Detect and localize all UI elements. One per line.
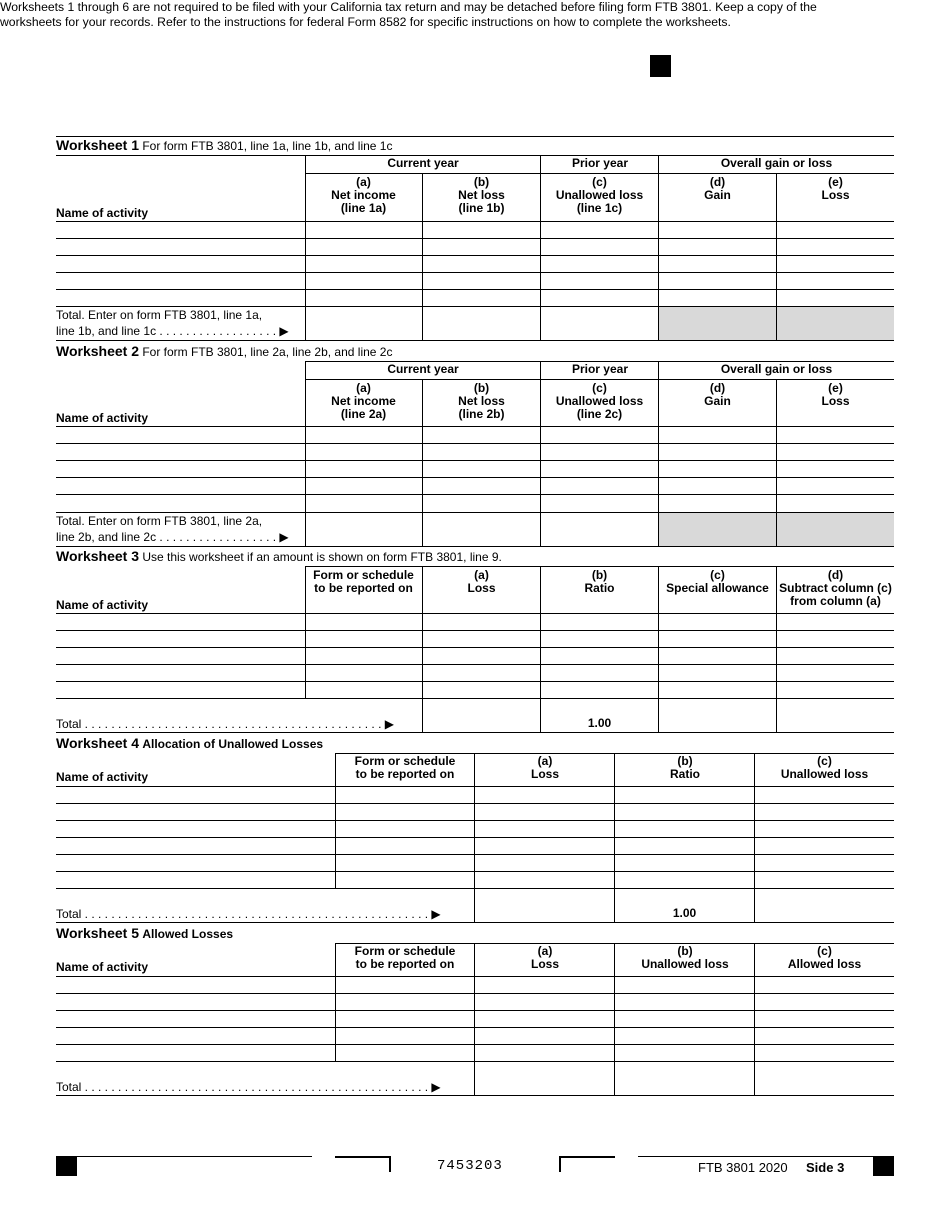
footer-bracket-right [559,1156,615,1172]
name-of-activity-header: Name of activity [56,411,149,425]
ws1-row[interactable] [56,273,894,289]
ws4-col-form-header: Form or schedule to be reported on [354,754,456,781]
worksheet-2-description: For form FTB 3801, line 2a, line 2b, and line 2c [142,345,393,359]
ws3-row[interactable] [56,682,894,698]
worksheet-5-title: Worksheet 5 Allowed Losses [56,925,234,941]
ws5-col-form-header: Form or schedule to be reported on [354,944,456,971]
worksheet-2-title: Worksheet 2 For form FTB 3801, line 2a, line 2b, and line 2c [56,343,393,359]
ws4-row[interactable] [56,804,894,820]
intro-text: Worksheets 1 through 6 are not required to be filed with your California tax return and may be detached before filing form FTB 3801. Keep a copy of the worksheets for your records. Refer to the instructions for federal Form 8582 for specific instructions on how to complete the worksheets. [0,0,817,29]
ws1-col-d-header: (d) Gain [704,175,731,202]
ws2-col-e-header: (e) Loss [821,381,850,408]
ws2-row[interactable] [56,495,894,511]
ws1-col-c-header: (c) Unallowed loss (line 1c) [555,175,644,215]
ws3-row[interactable] [56,665,894,681]
ws2-row[interactable] [56,427,894,443]
ws4-total-label: Total . . . . . . . . . . . . . . . . . . . . . . . . . . . . . . . . . . . . . . . . . . . . . . . . . . . . ▶ [56,907,441,921]
name-of-activity-header: Name of activity [56,960,149,974]
registration-mark-bottom-right [873,1156,894,1176]
ws3-col-d-header: (d) Subtract column (c) from column (a) [779,568,892,608]
ws4-col-c-header: (c) Unallowed loss [780,754,869,781]
worksheet-5-description: Allowed Losses [142,927,234,941]
ws2-row[interactable] [56,461,894,477]
group-prior-year: Prior year [571,156,629,170]
ws5-row[interactable] [56,1011,894,1027]
worksheet-3-title: Worksheet 3 Use this worksheet if an amount is shown on form FTB 3801, line 9. [56,548,502,564]
worksheet-4-description: Allocation of Unallowed Losses [142,737,324,751]
ws5-col-b-header: (b) Unallowed loss [641,944,729,971]
ws4-row[interactable] [56,787,894,803]
registration-mark-bottom-left [56,1156,77,1176]
ws5-col-a-header: (a) Loss [530,944,559,971]
footer-side: Side 3 [806,1160,845,1175]
ws4-row[interactable] [56,872,894,888]
name-of-activity-header: Name of activity [56,206,149,220]
ws2-row[interactable] [56,444,894,460]
ws2-total-label: Total. Enter on form FTB 3801, line 2a, line 2b, and line 2c . . . . . . . . . . . . . . . . . . ▶ [56,514,289,544]
ws3-row[interactable] [56,614,894,630]
group-current-year: Current year [387,156,459,170]
ws3-col-a-header: (a) Loss [467,568,496,595]
ws2-row[interactable] [56,478,894,494]
ws5-row[interactable] [56,977,894,993]
ws3-col-b-header: (b) Ratio [584,568,615,595]
ws4-col-a-header: (a) Loss [530,754,559,781]
worksheet-1-description: For form FTB 3801, line 1a, line 1b, and line 1c [142,139,393,153]
ws3-col-form-header: Form or schedule to be reported on [313,568,414,595]
group-overall-gain-loss: Overall gain or loss [720,156,833,170]
ws1-total-label: Total. Enter on form FTB 3801, line 1a, line 1b, and line 1c . . . . . . . . . . . . . . . . . . ▶ [56,308,289,338]
name-of-activity-header: Name of activity [56,770,149,784]
footer-form-name: FTB 3801 2020 [698,1160,788,1175]
ws1-row[interactable] [56,290,894,306]
ws5-row[interactable] [56,1045,894,1061]
ws4-row[interactable] [56,838,894,854]
worksheet-4-title: Worksheet 4 Allocation of Unallowed Losses [56,735,324,751]
ws1-row[interactable] [56,222,894,238]
ws2-col-d-header: (d) Gain [704,381,731,408]
ws3-row[interactable] [56,648,894,664]
ws4-row[interactable] [56,855,894,871]
ws1-row[interactable] [56,256,894,272]
ws4-col-b-header: (b) Ratio [670,754,700,781]
ws1-row[interactable] [56,239,894,255]
group-prior-year: Prior year [571,362,629,376]
registration-mark-top [650,55,671,77]
ws1-col-e-header: (e) Loss [821,175,850,202]
ws3-total-label: Total . . . . . . . . . . . . . . . . . . . . . . . . . . . . . . . . . . . . . . . . . . . . . ▶ [56,717,394,731]
worksheet-3-description: Use this worksheet if an amount is shown on form FTB 3801, line 9. [142,550,502,564]
ws3-ratio-total: 1.00 [587,716,612,730]
ws5-total-label: Total . . . . . . . . . . . . . . . . . . . . . . . . . . . . . . . . . . . . . . . . . . . . . . . . . . . . ▶ [56,1080,441,1094]
ws2-col-b-header: (b) Net loss (line 2b) [458,381,505,421]
ws5-col-c-header: (c) Allowed loss [787,944,862,971]
ws2-col-c-header: (c) Unallowed loss (line 2c) [555,381,644,421]
group-current-year: Current year [387,362,459,376]
ws3-row[interactable] [56,631,894,647]
name-of-activity-header: Name of activity [56,598,149,612]
ws4-row[interactable] [56,821,894,837]
ws5-row[interactable] [56,994,894,1010]
footer-bracket-left [335,1156,391,1172]
ws3-col-c-header: (c) Special allowance [666,568,769,595]
ws5-row[interactable] [56,1028,894,1044]
group-overall-gain-loss: Overall gain or loss [720,362,833,376]
ws1-col-a-header: (a) Net income (line 1a) [331,175,396,215]
ws1-col-b-header: (b) Net loss (line 1b) [458,175,505,215]
ws4-ratio-total: 1.00 [672,906,697,920]
ws2-col-a-header: (a) Net income (line 2a) [331,381,396,421]
worksheet-1-title: Worksheet 1 For form FTB 3801, line 1a, line 1b, and line 1c [56,137,393,153]
footer-form-code: 7453203 [437,1158,503,1174]
